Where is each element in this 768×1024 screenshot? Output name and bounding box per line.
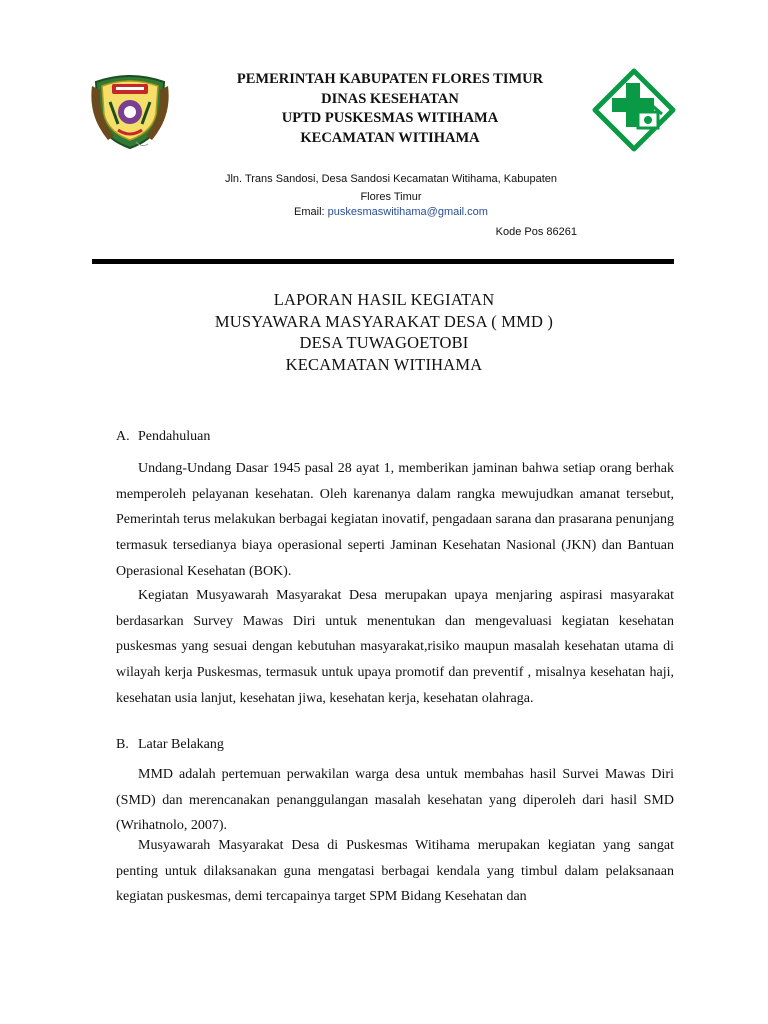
address	[196, 170, 586, 206]
letterhead-line: PEMERINTAH KABUPATEN FLORES TIMUR	[236, 71, 544, 87]
section-heading-text: Latar Belakang	[138, 737, 224, 752]
email-line	[196, 206, 586, 218]
section-heading-pendahuluan	[116, 429, 210, 445]
report-title-line: KECAMATAN WITIHAMA	[285, 354, 483, 374]
letterhead-line: DINAS KESEHATAN	[321, 90, 459, 107]
address-line: Jln. Trans Sandosi, Desa Sandosi Kecamatan Witihama, Kabupaten	[224, 173, 558, 185]
section-number: A.	[116, 429, 130, 444]
regency-crest-logo	[88, 72, 172, 152]
section-number: B.	[116, 737, 129, 752]
postcode: Kode Pos 86261	[495, 226, 577, 238]
paragraph	[116, 456, 674, 585]
report-title-line: MUSYAWARA MASYARAKAT DESA ( MMD )	[214, 311, 554, 331]
report-title-line: DESA TUWAGOETOBI	[299, 333, 469, 352]
report-title-line: LAPORAN HASIL KEGIATAN	[273, 290, 495, 309]
letterhead-titles	[180, 70, 600, 148]
paragraph	[116, 583, 674, 712]
paragraph-text: Undang-Undang Dasar 1945 pasal 28 ayat 1, memberikan jaminan bahwa setiap orang berhak memperoleh pelayanan kesehatan. Oleh karenanya dalam rangka mewujudkan amanat tersebut, Pemerintah terus melakukan berbagai kegiatan inovatif, pengadaan sarana dan prasarana penunjang termasuk tersedianya biaya operasional seperti Jaminan Kesehatan Nasional (JKN) dan Bantuan Operasional Kesehatan (BOK).	[116, 461, 674, 579]
section-heading-latar-belakang	[116, 737, 224, 753]
letterhead-line: UPTD PUSKESMAS WITIHAMA	[281, 110, 499, 126]
puskesmas-logo	[592, 68, 676, 152]
paragraph	[116, 833, 674, 910]
email-link[interactable]: puskesmaswitihama@gmail.com	[327, 206, 488, 218]
email-label: Email:	[294, 206, 328, 218]
section-heading-text: Pendahuluan	[138, 429, 211, 444]
paragraph-text: MMD adalah pertemuan perwakilan warga desa untuk membahas hasil Survei Mawas Diri (SMD) dan merencanakan penanggulangan masalah kesehatan yang diperoleh dari hasil SMD (Wrihatnolo, 2007).	[116, 767, 674, 834]
address-line: Flores Timur	[360, 191, 422, 203]
paragraph-text: Kegiatan Musyawarah Masyarakat Desa merupakan upaya menjaring aspirasi masyarakat berdasarkan Survey Mawas Diri untuk menentukan dan mengevaluasi kegiatan kesehatan puskesmas yang sesuai dengan kebutuhan masyarakat,risiko maupun masalah kesehatan utama di wilayah kerja Puskesmas, termasuk untuk upaya promotif dan preventif , misalnya kesehatan haji, kesehatan usia lanjut, kesehatan jiwa, kesehatan kerja, kesehatan olahraga.	[116, 588, 674, 706]
letterhead-line: KECAMATAN WITIHAMA	[300, 129, 480, 146]
paragraph	[116, 762, 674, 839]
paragraph-text: Musyawarah Masyarakat Desa di Puskesmas Witihama merupakan kegiatan yang sangat penting untuk dilaksanakan guna mengatasi berbagai kendala yang timbul dalam pelaksanaan kegiatan puskesmas, demi tercapainya target SPM Bidang Kesehatan dan	[116, 838, 674, 905]
report-title	[100, 289, 668, 375]
letterhead-divider	[92, 259, 674, 264]
